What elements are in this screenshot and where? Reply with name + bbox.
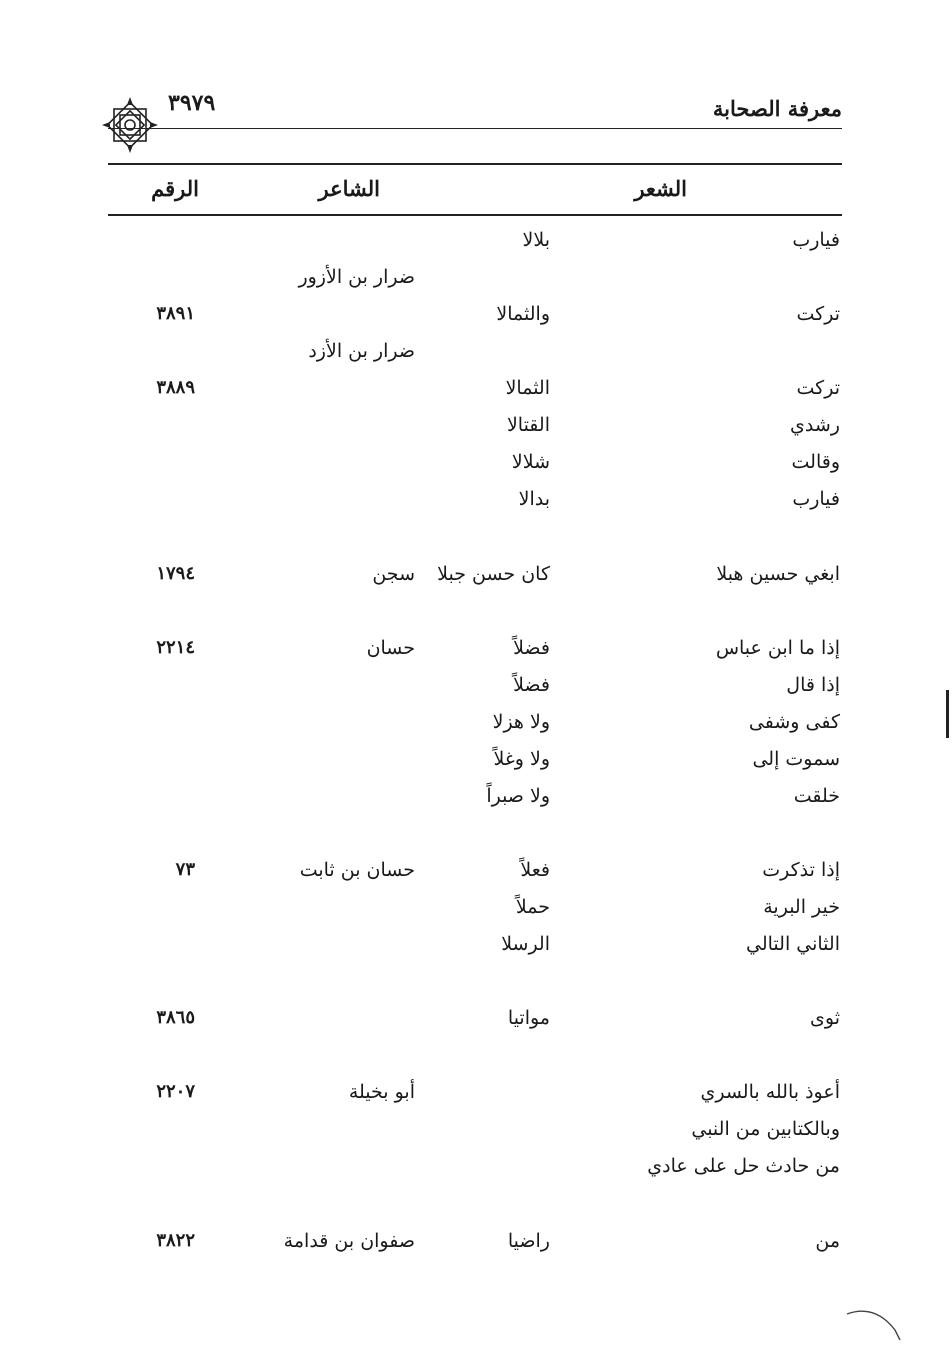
table-row: [0, 334, 952, 368]
poet-name: حسان: [366, 637, 415, 659]
verse-start: خلقت: [793, 785, 840, 807]
verse-end: بلالا: [522, 229, 550, 251]
poet-name: أبو بخيلة: [348, 1081, 415, 1103]
poet-name: حسان بن ثابت: [299, 859, 415, 881]
table-row: [0, 482, 952, 516]
table-row: [0, 557, 952, 591]
entry-number: ٣٨٦٥: [156, 1007, 195, 1028]
verse-end: ولا هزلا: [492, 711, 550, 733]
verse-end: فضلاً: [513, 637, 550, 659]
poet-name: ضرار بن الأزور: [298, 266, 415, 288]
book-title: معرفة الصحابة: [712, 96, 842, 121]
table-row: [0, 297, 952, 331]
star-ornament-icon: [100, 95, 160, 155]
verse-end: الثمالا: [505, 377, 550, 399]
verse-start: وقالت: [791, 451, 840, 473]
verse-start: من: [815, 1230, 840, 1252]
page-number: ٣٩٧٩: [168, 90, 216, 116]
table-row: [0, 1075, 952, 1109]
verse-start: وبالكتابين من النبي: [691, 1118, 840, 1140]
verse-start: إذا قال: [786, 674, 840, 696]
poet-name: سجن: [372, 563, 415, 585]
verse-start: إذا تذكرت: [762, 859, 840, 881]
table-row: [0, 1001, 952, 1035]
verse-start: تركت: [796, 303, 840, 325]
table-row: [0, 260, 952, 294]
verse-end: حملاً: [515, 896, 550, 918]
table-row: [0, 223, 952, 257]
verse-end: راضيا: [507, 1230, 550, 1252]
verse-start: فيارب: [792, 229, 840, 251]
verse-end: الرسلا: [501, 933, 550, 955]
verse-start: كفى وشفى: [748, 711, 840, 733]
table-top-rule: [108, 163, 842, 165]
verse-end: ولا صبراً: [486, 785, 550, 807]
verse-start: فيارب: [792, 488, 840, 510]
verse-start: ابغي حسين هبلا: [716, 563, 840, 585]
table-row: [0, 853, 952, 887]
header-rule: [108, 128, 842, 129]
verse-end: كان حسن جبلا: [437, 563, 550, 585]
table-row: [0, 890, 952, 924]
verse-end: فضلاً: [513, 674, 550, 696]
verse-end: ولا وغلاً: [493, 748, 550, 770]
table-row: [0, 631, 952, 665]
poet-name: صفوان بن قدامة: [283, 1230, 415, 1252]
table-row: [0, 742, 952, 776]
verse-start: تركت: [796, 377, 840, 399]
page-corner-mark: [845, 1300, 905, 1345]
entry-number: ٣٨٢٢: [156, 1230, 195, 1251]
entry-number: ٧٣: [175, 859, 195, 880]
table-row: [0, 927, 952, 961]
verse-end: والثمالا: [496, 303, 550, 325]
entry-number: ٢٢١٤: [156, 637, 195, 658]
verse-start: الثاني التالي: [746, 933, 840, 955]
verse-end: فعلاً: [520, 859, 550, 881]
verse-start: سموت إلى: [752, 748, 840, 770]
table-row: [0, 1112, 952, 1146]
verse-start: أعوذ بالله بالسري: [700, 1081, 840, 1103]
table-row: [0, 445, 952, 479]
verse-start: من حادث حل على عادي: [647, 1155, 840, 1177]
verse-start: ثوى: [810, 1007, 840, 1029]
column-header-poet: الشاعر: [318, 176, 380, 201]
verse-start: إذا ما ابن عباس: [715, 637, 840, 659]
entry-number: ١٧٩٤: [156, 563, 195, 584]
entry-number: ٣٨٩١: [156, 303, 195, 324]
verse-end: مواتيا: [507, 1007, 550, 1029]
column-header-poetry: الشعر: [634, 176, 687, 201]
table-row: [0, 408, 952, 442]
verse-end: شلالا: [511, 451, 550, 473]
table-row: [0, 705, 952, 739]
entry-number: ٣٨٨٩: [156, 377, 195, 398]
verse-end: القتالا: [506, 414, 550, 436]
entry-number: ٢٢٠٧: [156, 1081, 195, 1102]
table-header-rule: [108, 214, 842, 216]
table-row: [0, 1224, 952, 1258]
table-row: [0, 668, 952, 702]
table-row: [0, 371, 952, 405]
verse-start: خير البرية: [763, 896, 840, 918]
verse-end: بدالا: [518, 488, 550, 510]
poet-name: ضرار بن الأزد: [308, 340, 415, 362]
table-row: [0, 779, 952, 813]
verse-start: رشدي: [790, 414, 840, 436]
table-row: [0, 1149, 952, 1183]
column-header-number: الرقم: [151, 176, 199, 201]
edge-mark: [946, 690, 949, 738]
